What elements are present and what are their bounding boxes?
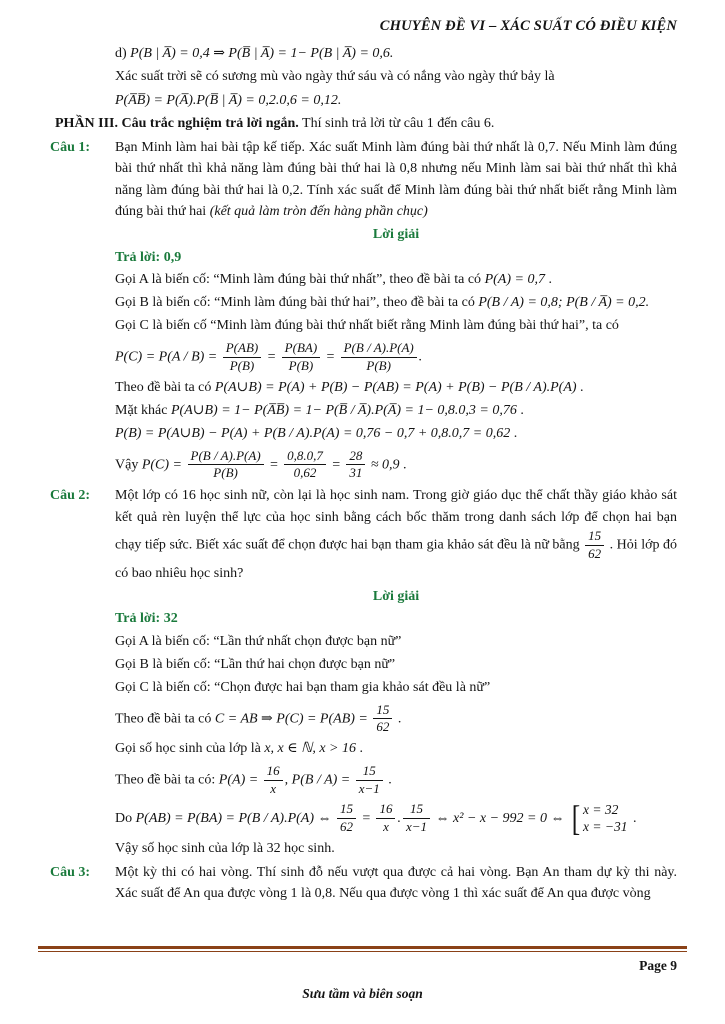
text-segment: x, x ∈ ℕ, x > 16: [264, 741, 356, 757]
text-line: [115, 739, 677, 759]
cases-bracket: [570, 797, 628, 838]
text-segment: Xác suất trời sẽ có sương mù vào ngày thứ sáu và có nắng vào ngày thứ bảy là: [115, 69, 555, 85]
text-segment: Do: [115, 810, 136, 826]
text-segment: Gọi A là biến cố: “Minh làm đúng bài thứ nhất”, theo đề bài ta có: [115, 271, 485, 287]
fraction: [373, 703, 392, 736]
text-segment: Vậy số học sinh của lớp là 32 học sinh.: [115, 840, 335, 856]
fraction-denominator: x: [383, 818, 389, 834]
question-label: Câu 3:: [50, 864, 91, 880]
text-segment: ≈ 0,9: [367, 457, 400, 473]
text-line: [115, 632, 677, 652]
fraction-numerator: P(BA): [282, 341, 320, 358]
fraction-denominator: P(B): [288, 357, 314, 373]
text-line: [115, 44, 677, 64]
text-segment: Mặt khác: [115, 402, 171, 418]
text-line: [115, 655, 677, 675]
text-segment: (kết quả làm tròn đến hàng phần chục): [209, 203, 428, 219]
text-segment: Gọi B là biến cố: “Lần thứ hai chọn được bạn nữ”: [115, 656, 396, 672]
text-segment: Gọi số học sinh của lớp là: [115, 741, 265, 757]
fraction: [403, 802, 430, 835]
text-segment: , P(B / A) =: [284, 772, 354, 788]
question-block: [50, 862, 677, 905]
text-segment: P(AB) = P(BA) = P(B / A).P(A) ⇔: [135, 810, 336, 826]
section-heading: [55, 114, 677, 134]
document-body: [0, 39, 725, 905]
text-line: [115, 270, 677, 290]
fraction-numerator: P(B / A).P(A): [341, 341, 417, 358]
text-segment: =: [327, 457, 345, 473]
fraction: [282, 341, 320, 374]
text-segment: =: [263, 349, 280, 365]
text-segment: .: [384, 772, 392, 788]
text-line: [115, 763, 677, 798]
text-segment: P(B) = P(A∪B) − P(A) + P(B / A).P(A) = 0,76 − 0,7 + 0,8.0,7 = 0,62: [115, 426, 511, 442]
fraction: [585, 529, 604, 562]
fraction: [341, 341, 417, 374]
text-segment: Gọi C là biến cố “Minh làm đúng bài thứ nhất biết rằng Minh làm đúng bài thứ hai”, ta có: [115, 318, 619, 334]
text-segment: P(A̅B̅) = P(A̅).P(B̅ | A̅) = 0,2.0,6 = 0,12.: [115, 92, 342, 108]
question-block: [50, 485, 677, 584]
solution-heading: Lời giải: [372, 227, 420, 243]
text-segment: .: [629, 810, 637, 826]
text-segment: Vậy: [115, 457, 142, 473]
text-segment: Một kỳ thi có hai vòng. Thí sinh đỗ nếu vượt qua được cả hai vòng. Bạn An tham dự kỳ thi này. Xác suất để An qua được vòng 1 là 0,8. Nếu qua được vòng 1 thì xác suất để An qua được vòng: [115, 864, 677, 902]
text-segment: PHẦN III. Câu trắc nghiệm trả lời ngắn.: [55, 115, 299, 131]
text-segment: P(B | A̅) = 0,4 ⇒ P(B̅ | A̅) = 1− P(B | A̅) = 0,6.: [130, 46, 394, 61]
text-segment: Thí sinh trả lời từ câu 1 đến câu 6.: [298, 115, 495, 131]
text-line: [115, 678, 677, 698]
fraction-numerator: 15: [337, 802, 356, 819]
text-segment: d): [115, 46, 131, 61]
fraction-denominator: 62: [340, 818, 354, 834]
fraction-denominator: P(B): [366, 357, 391, 373]
fraction-denominator: 62: [376, 719, 390, 735]
text-segment: =: [322, 349, 339, 365]
text-line: [115, 401, 677, 421]
text-segment: .: [397, 810, 401, 826]
text-segment: P(C) =: [141, 457, 186, 473]
fraction-denominator: 0,62: [293, 465, 317, 481]
cases-rows: [583, 801, 627, 836]
question-block: [50, 137, 677, 222]
credit-line: Sưu tầm và biên soạn: [302, 986, 423, 1001]
text-segment: Theo đề bài ta có:: [115, 772, 219, 788]
text-line: [115, 91, 677, 111]
text-segment: P(A∪B) = P(A) + P(B) − P(AB) = P(A) + P(B) − P(B / A).P(A): [214, 379, 577, 395]
text-line: [115, 67, 677, 87]
text-segment: .: [576, 379, 584, 395]
text-segment: .: [516, 402, 524, 418]
text-segment: Gọi B là biến cố: “Minh làm đúng bài thứ hai”, theo đề bài ta có: [115, 295, 479, 311]
text-segment: Gọi A là biến cố: “Lần thứ nhất chọn được bạn nữ”: [115, 633, 402, 649]
text-line: [115, 839, 677, 859]
fraction-numerator: 15: [585, 529, 604, 546]
fraction-numerator: 0,8.0,7: [284, 449, 326, 466]
solution-heading: Lời giải: [372, 589, 420, 605]
answer-value: Trả lời: 0,9: [115, 249, 182, 265]
text-segment: .: [394, 711, 402, 727]
fraction: [346, 449, 365, 482]
text-segment: Gọi C là biến cố: “Chọn được hai bạn tham gia khảo sát đều là nữ”: [115, 680, 491, 696]
fraction-numerator: 15: [403, 802, 430, 819]
fraction: [356, 764, 383, 797]
fraction-numerator: 16: [264, 764, 283, 781]
fraction: [188, 449, 264, 482]
text-line: [115, 316, 677, 336]
text-segment: Theo đề bài ta có: [115, 379, 215, 395]
text-line: [115, 424, 677, 444]
fraction: [223, 341, 261, 374]
document-header-title: CHUYÊN ĐỀ VI – XÁC SUẤT CÓ ĐIỀU KIỆN: [379, 18, 677, 34]
question-label: Câu 2:: [50, 488, 91, 504]
text-segment: =: [265, 457, 283, 473]
fraction-numerator: 15: [373, 703, 392, 720]
fraction-denominator: 31: [349, 465, 363, 481]
text-segment: P(A∪B) = 1− P(A̅B̅) = 1− P(B̅ / A̅).P(A̅) = 1− 0,8.0,3 = 0,76: [170, 402, 517, 418]
text-segment: ⇔ x² − x − 992 = 0 ⇔: [432, 810, 568, 826]
footer-rule: [38, 946, 687, 952]
fraction-numerator: 28: [346, 449, 365, 466]
text-segment: P(B / A) = 0,8; P(B / A̅) = 0,2.: [478, 295, 650, 311]
text-line: [115, 293, 677, 313]
text-segment: Một lớp có 16 học sinh nữ, còn lại là học sinh nam. Trong giờ giáo dục thể chất thầy giáo khảo sát kết quả rèn luyện thể lực của học sinh bằng cách bốc thăm trong danh sách lớp để chọn hai bạn chạy tiếp sức. Biết xác suất để chọn được hai bạn tham gia khảo sát đều là nữ bằng: [115, 488, 677, 553]
text-segment: . Hỏi lớp đó có bao nhiêu học sinh?: [115, 537, 677, 581]
text-line: [115, 448, 677, 483]
page-number: Page 9: [639, 958, 677, 973]
fraction: [264, 764, 283, 797]
text-segment: .: [399, 457, 407, 473]
question-text: [115, 485, 677, 584]
answer-value: Trả lời: 32: [115, 611, 178, 627]
fraction-denominator: P(B): [213, 465, 238, 481]
case-row: x = 32: [583, 801, 619, 817]
question-label: Câu 1:: [50, 140, 91, 156]
fraction: [284, 449, 326, 482]
text-segment: .: [418, 349, 423, 365]
text-line: [115, 797, 677, 838]
text-segment: =: [358, 810, 375, 826]
document-footer: [0, 946, 725, 1002]
text-segment: .: [510, 426, 518, 442]
question-text: [115, 862, 677, 905]
fraction-numerator: 16: [376, 802, 395, 819]
text-line: [115, 702, 677, 737]
text-segment: Bạn Minh làm hai bài tập kế tiếp. Xác suất Minh làm đúng bài thứ nhất là 0,7. Nếu Minh làm đúng bài thứ nhất thì khả năng làm đúng bài thứ hai là 0,8 nhưng nếu Minh làm sai bài thứ nhất thì khả năng làm đúng bài thứ hai là 0,2. Tính xác suất để Minh làm đúng bài thứ nhất biết rằng Minh làm đúng bài thứ hai: [115, 140, 677, 219]
text-segment: .: [356, 741, 363, 757]
text-segment: Theo đề bài ta có: [115, 711, 215, 727]
fraction: [337, 802, 356, 835]
question-text: [115, 137, 677, 222]
fraction-numerator: P(AB): [223, 341, 261, 358]
text-segment: P(A) = 0,7: [484, 271, 545, 287]
fraction-denominator: 62: [588, 545, 602, 561]
fraction-denominator: x−1: [405, 818, 428, 834]
text-line: [115, 340, 677, 375]
left-bracket-icon: [: [571, 797, 581, 838]
text-line: [115, 378, 677, 398]
fraction-numerator: 15: [356, 764, 383, 781]
fraction: [376, 802, 395, 835]
text-segment: P(C) = P(A / B) =: [115, 349, 221, 365]
text-segment: .: [544, 271, 552, 287]
case-row: x = −31: [583, 819, 628, 835]
fraction-denominator: x−1: [358, 780, 380, 796]
fraction-denominator: x: [270, 780, 277, 796]
fraction-denominator: P(B): [229, 357, 255, 373]
fraction-numerator: P(B / A).P(A): [188, 449, 264, 466]
text-segment: P(A) =: [218, 772, 262, 788]
text-segment: C = AB ⇒ P(C) = P(AB) =: [214, 711, 372, 727]
